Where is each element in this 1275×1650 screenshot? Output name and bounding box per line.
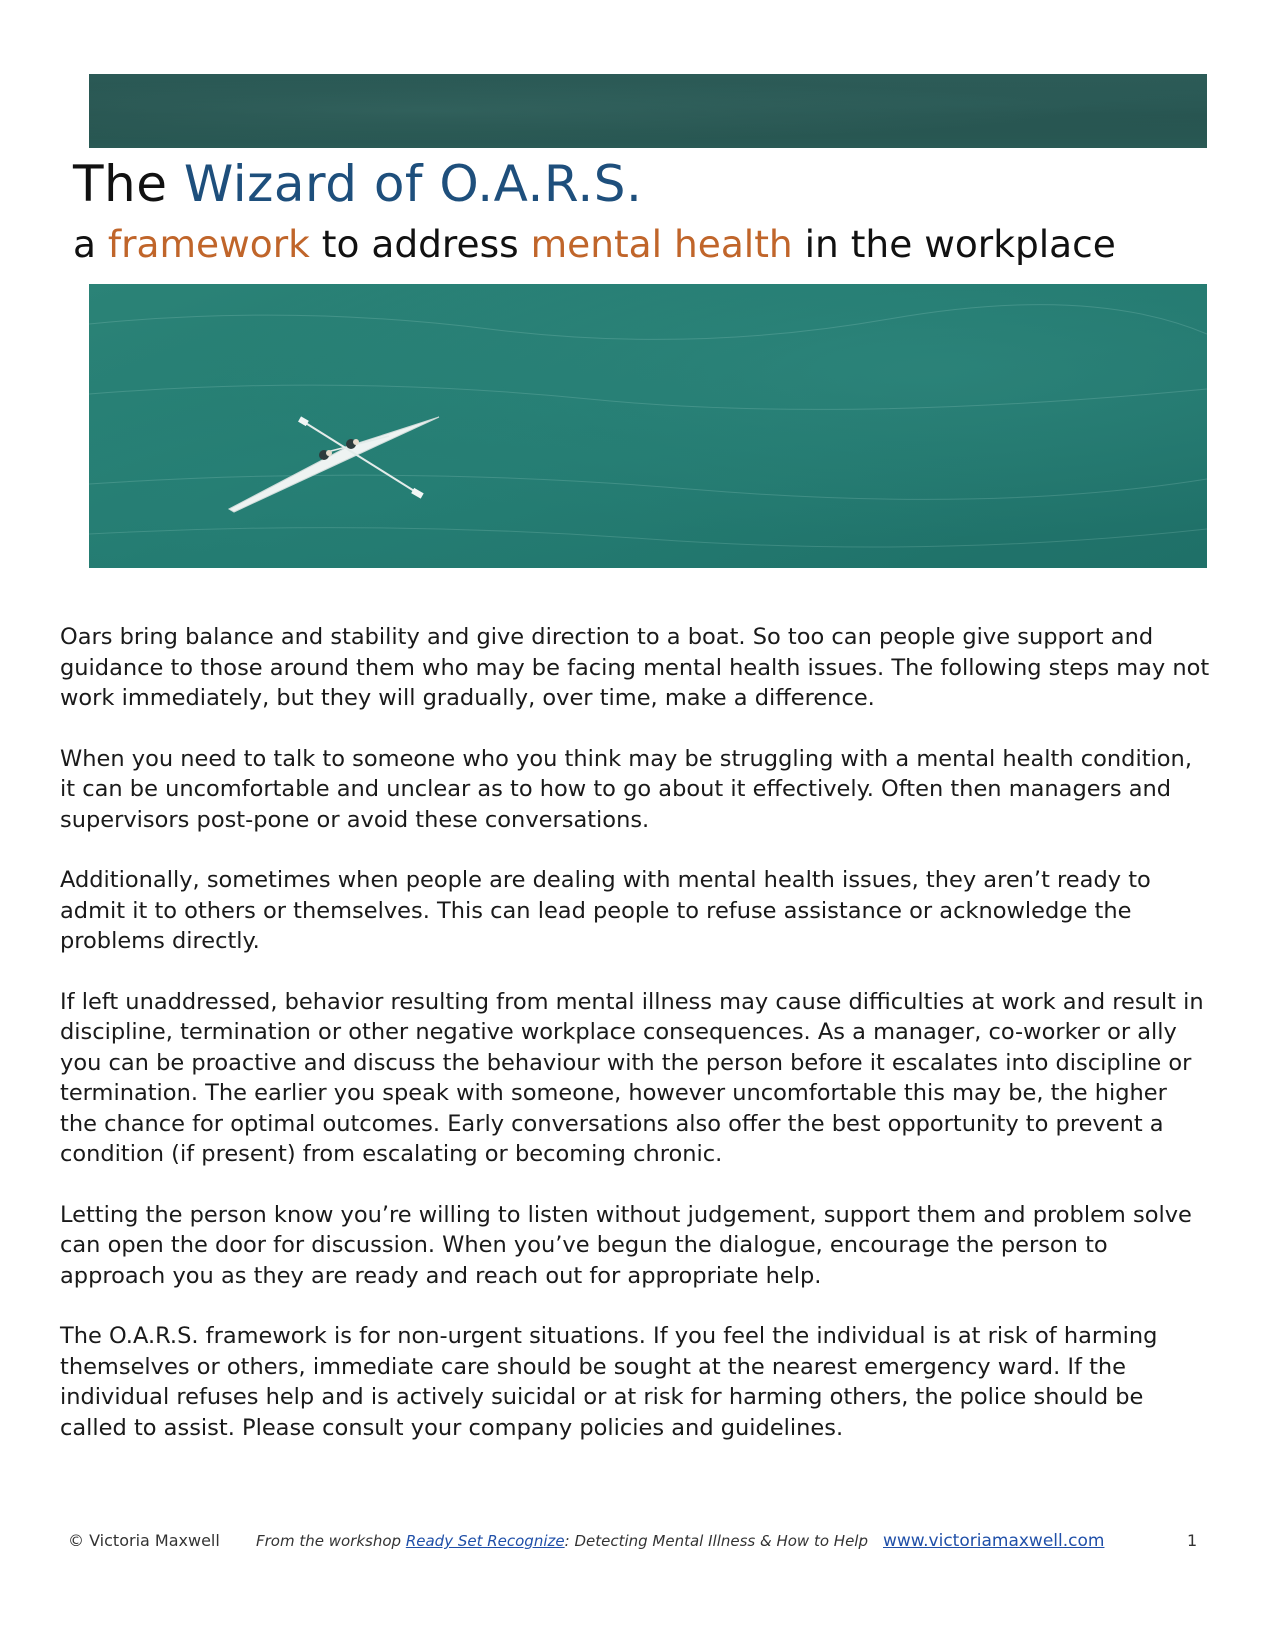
page-title: [73, 155, 642, 213]
paragraph: Additionally, sometimes when people are dealing with mental health issues, they aren’t ready to admit it to others or themselves. This can lead people to refuse assistance or acknowledge the problems directly.: [60, 867, 1151, 954]
website-link[interactable]: www.victoriamaxwell.com: [883, 1531, 1105, 1551]
subtitle-part: to address: [309, 222, 531, 266]
article-body: [60, 622, 1210, 1473]
paragraph: When you need to talk to someone who you think may be struggling with a mental health condition, it can be uncomfortable and unclear as to how to go about it effectively. Often then managers and supervisors post-pone or avoid these conversations.: [60, 745, 1192, 833]
paragraph: Letting the person know you’re willing to listen without judgement, support them and problem solve can open the door for discussion. When you’ve begun the dialogue, encourage the person to approach you as they are ready and reach out for appropriate help.: [60, 1201, 1192, 1289]
subtitle-part: in the workplace: [792, 222, 1116, 266]
hero-image: [89, 284, 1207, 568]
title-prefix: The: [73, 155, 168, 213]
subtitle-part: framework: [107, 222, 310, 266]
copyright: © Victoria Maxwell: [68, 1531, 220, 1550]
top-banner-image: [89, 74, 1207, 148]
rowing-boat-illustration: [89, 284, 1207, 568]
workshop-suffix: : Detecting Mental Illness & How to Help: [564, 1532, 868, 1550]
paragraph: Oars bring balance and stability and give direction to a boat. So too can people give support and guidance to those around them who may be facing mental health issues. The following steps may not work immediately, but they will gradually, over time, make a difference.: [60, 624, 1210, 711]
subtitle-part: mental health: [530, 222, 793, 266]
page-footer: [68, 1531, 1198, 1555]
subtitle-part: a: [73, 222, 108, 266]
page-number: 1: [1187, 1531, 1198, 1550]
workshop-prefix: From the workshop: [256, 1532, 406, 1550]
title-accent: Wizard of O.A.R.S.: [183, 155, 643, 213]
paragraph: If left unaddressed, behavior resulting from mental illness may cause difficulties at work and result in discipline, termination or other negative workplace consequences. As a manager, co-worker or ally you can be proactive and discuss the behaviour with the person before it escalates into discipline or termination. The earlier you speak with someone, however uncomfortable this may be, the higher the chance for optimal outcomes. Early conversations also offer the best opportunity to prevent a condition (if present) from escalating or becoming chronic.: [60, 988, 1204, 1167]
workshop-link[interactable]: Ready Set Recognize: [405, 1532, 565, 1550]
workshop-credit: [256, 1532, 868, 1550]
page-subtitle: [73, 222, 1116, 266]
paragraph: The O.A.R.S. framework is for non-urgent situations. If you feel the individual is at risk of harming themselves or others, immediate care should be sought at the nearest emergency ward. If the individual refuses help and is actively suicidal or at risk for harming others, the police should be called to assist. Please consult your company policies and guidelines.: [60, 1323, 1158, 1441]
